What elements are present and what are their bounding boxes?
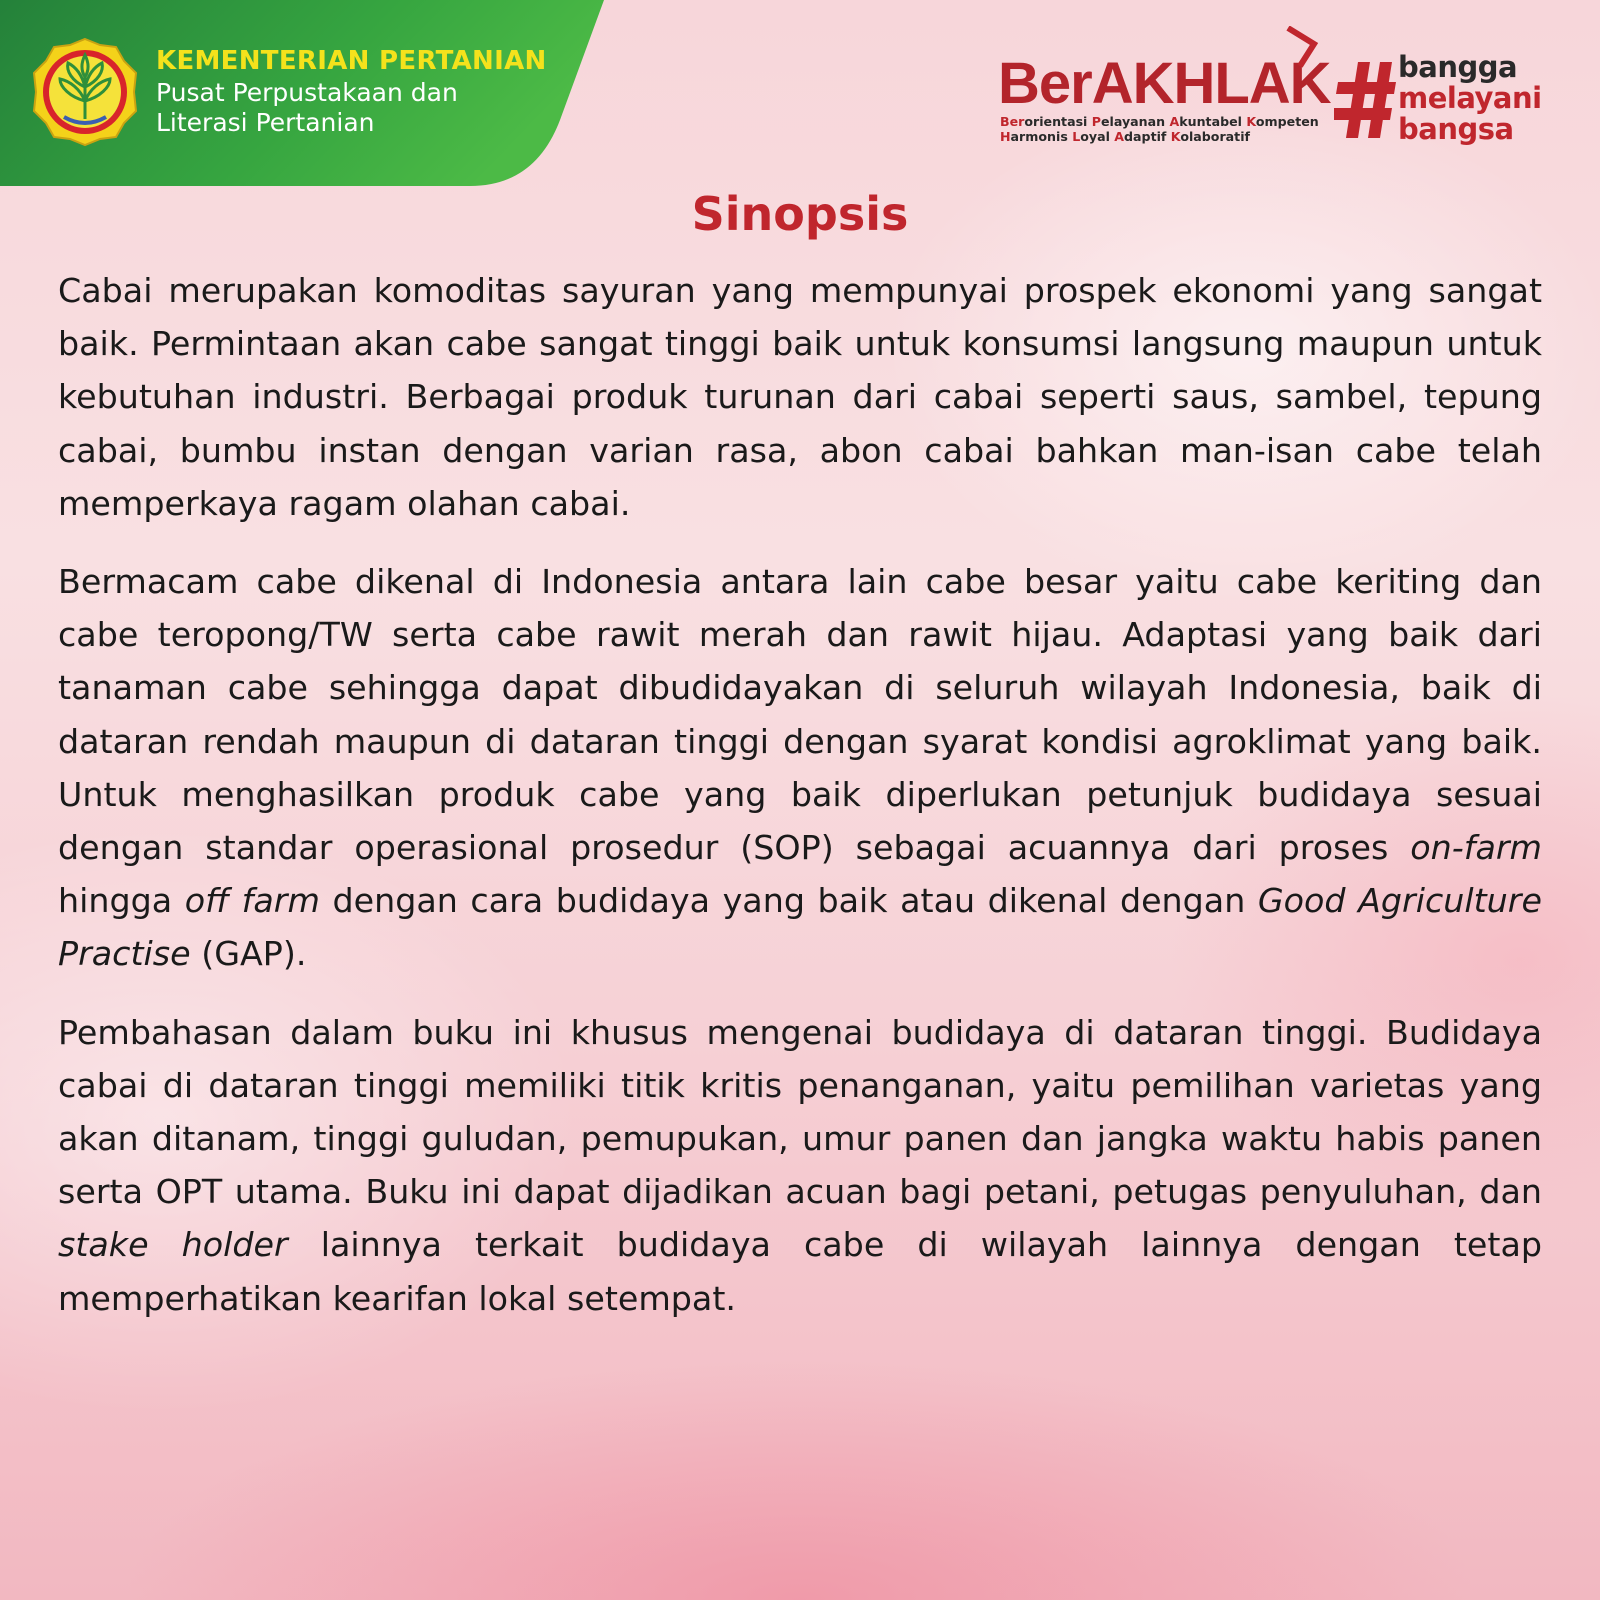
paragraph-2-text: Bermacam cabe dikenal di Indonesia antara lain cabe besar yaitu cabe keriting dan cabe teropong/TW serta cabe rawit merah dan rawit hijau. Adaptasi yang baik dari tanaman cabe sehingga dapat dibudidayakan di seluruh wilayah Indonesia, baik di dataran rendah maupun di dataran tinggi dengan syarat kondisi agroklimat yang baik. Untuk menghasilkan produk cabe yang baik diperlukan petunjuk budidaya sesuai dengan standar operasional prosedur (SOP) sebagai acuannya dari proses bbox=[58, 562, 1542, 868]
bangga-word3: bangsa bbox=[1398, 112, 1514, 146]
paragraph-2-italic: off farm bbox=[184, 881, 320, 921]
bangga-word2: melayani bbox=[1398, 81, 1542, 115]
berakhlak-line2 bbox=[1000, 129, 1250, 144]
hashtag-icon bbox=[1334, 56, 1396, 142]
bangga-melayani-logo bbox=[1334, 52, 1564, 152]
bangga-words bbox=[1398, 52, 1542, 145]
berakhlak-hl: A bbox=[1169, 114, 1180, 129]
berakhlak-hl: K bbox=[1246, 114, 1256, 129]
berakhlak-hl: P bbox=[1091, 114, 1101, 129]
paragraph-3-text: lainnya terkait budidaya cabe di wilayah lainnya dengan tetap memperhatikan kearifan lokal setempat. bbox=[58, 1225, 1542, 1318]
paragraph-2-italic: Good Agriculture Practise bbox=[58, 881, 1542, 974]
berakhlak-hl: L bbox=[1072, 129, 1081, 144]
paragraph-3-italic: stake holder bbox=[58, 1225, 288, 1265]
paragraph-2-text: dengan cara budidaya yang baik atau dikenal dengan bbox=[332, 881, 1246, 921]
berakhlak-word: BerAKHLAK bbox=[998, 51, 1331, 116]
berakhlak-rest: armonis bbox=[1010, 129, 1073, 144]
kementan-emblem-icon bbox=[30, 37, 140, 147]
org-sub-line2: Literasi Pertanian bbox=[156, 108, 375, 137]
berakhlak-logo bbox=[998, 26, 1331, 151]
page-title: Sinopsis bbox=[691, 187, 909, 241]
synopsis-body bbox=[58, 264, 1542, 1350]
org-sub-line1: Pusat Perpustakaan dan bbox=[156, 78, 458, 107]
paragraph-3-text: Pembahasan dalam buku ini khusus mengenai budidaya di dataran tinggi. Budidaya cabai di dataran tinggi memiliki titik kritis penanganan, yaitu pemilihan varietas yang akan ditanam, tinggi guludan, pemupukan, umur panen dan jangka waktu habis panen serta OPT utama. Buku ini dapat dijadikan acuan bagi petani, petugas penyuluhan, dan bbox=[58, 1012, 1542, 1212]
paragraph-2 bbox=[58, 555, 1542, 981]
paragraph-2-text: hingga bbox=[58, 881, 173, 921]
berakhlak-rest: elayanan bbox=[1101, 114, 1170, 129]
bangga-word1: bangga bbox=[1398, 50, 1518, 84]
berakhlak-hl: A bbox=[1114, 129, 1125, 144]
org-name: KEMENTERIAN PERTANIAN bbox=[156, 46, 547, 76]
berakhlak-hl: Ber bbox=[1000, 114, 1025, 129]
berakhlak-rest: daptif bbox=[1124, 129, 1171, 144]
chevron-right-icon bbox=[1280, 26, 1324, 70]
berakhlak-rest: orientasi bbox=[1024, 114, 1092, 129]
berakhlak-rest: kuntabel bbox=[1179, 114, 1247, 129]
org-text bbox=[156, 44, 547, 138]
berakhlak-hl: H bbox=[1000, 129, 1011, 144]
berakhlak-line1 bbox=[1000, 114, 1319, 129]
paragraph-2-italic: on-farm bbox=[1410, 828, 1542, 868]
berakhlak-rest: olaboratif bbox=[1180, 129, 1250, 144]
berakhlak-hl: K bbox=[1170, 129, 1181, 144]
berakhlak-rest: ompeten bbox=[1255, 114, 1319, 129]
berakhlak-rest: oyal bbox=[1080, 129, 1115, 144]
paragraph-3 bbox=[58, 1006, 1542, 1325]
paragraph-2-text: (GAP). bbox=[201, 934, 307, 974]
paragraph-1: Cabai merupakan komoditas sayuran yang mempunyai prospek ekonomi yang sangat baik. Permintaan akan cabe sangat tinggi baik untuk konsumsi langsung maupun untuk kebutuhan industri. Berbagai produk turunan dari cabai seperti saus, sambel, tepung cabai, bumbu instan dengan varian rasa, abon cabai bahkan man-isan cabe telah memperkaya ragam olahan cabai. bbox=[58, 271, 1542, 523]
